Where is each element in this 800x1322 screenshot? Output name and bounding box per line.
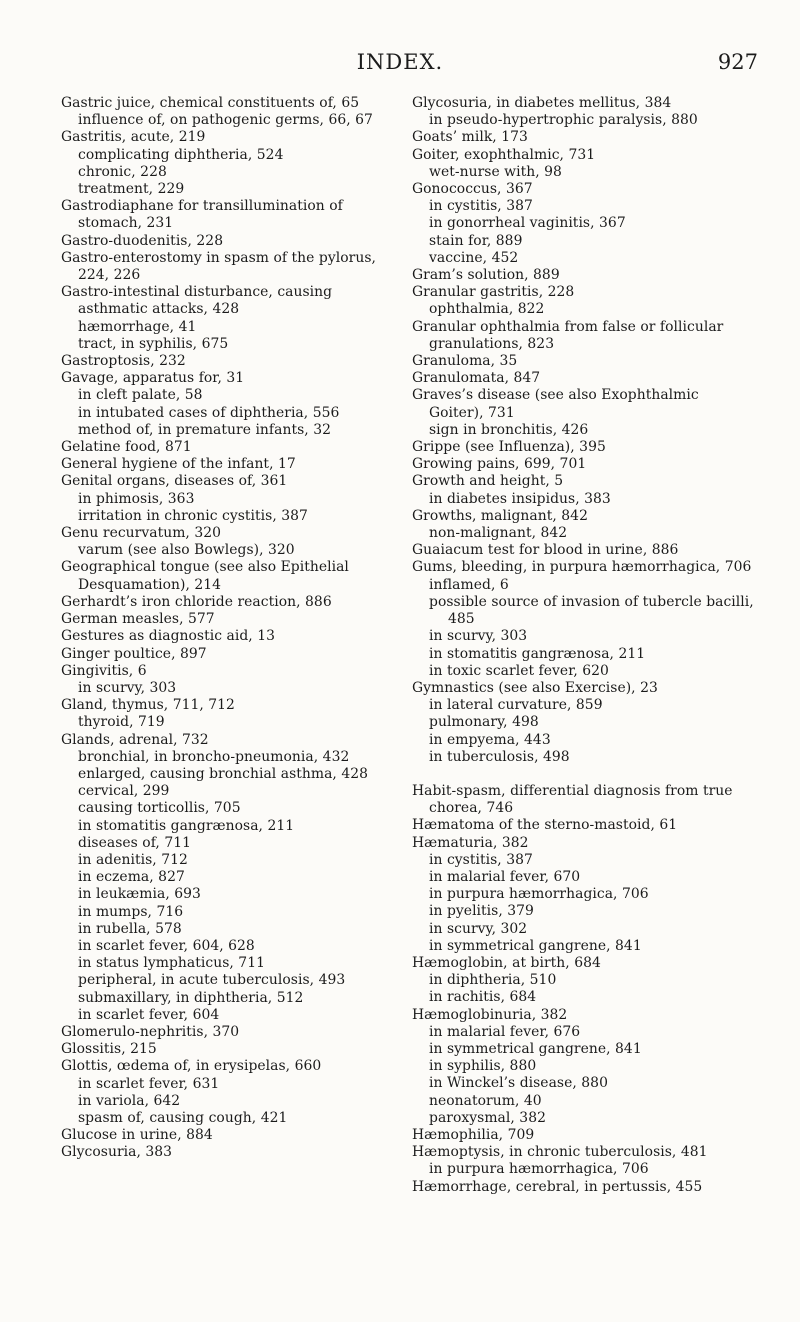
running-title: INDEX. <box>356 50 444 74</box>
index-subentry: wet-nurse with, 98 <box>429 163 562 180</box>
index-subentry: causing torticollis, 705 <box>78 800 241 817</box>
index-subentry: in toxic scarlet fever, 620 <box>429 662 609 679</box>
index-subentry: diseases of, 711 <box>78 834 192 851</box>
index-subentry: in pseudo-hypertrophic paralysis, 880 <box>429 112 698 129</box>
index-subentry: complicating diphtheria, 524 <box>78 146 284 163</box>
index-entry: Grippe (see Influenza), 395 <box>412 439 606 456</box>
page-number: 927 <box>717 50 758 74</box>
index-entry: Gerhardt’s iron chloride reaction, 886 <box>61 593 332 610</box>
index-entry: Granulomata, 847 <box>412 370 541 387</box>
index-subentry: in cystitis, 387 <box>429 198 533 215</box>
index-column-right <box>412 95 757 1196</box>
index-entry: Gastric juice, chemical constituents of, 65 <box>61 95 360 111</box>
index-subentry: tract, in syphilis, 675 <box>78 335 229 352</box>
index-entry: Hæmoglobinuria, 382 <box>412 1006 568 1023</box>
index-entry: Granular gastritis, 228 <box>412 284 575 301</box>
index-subentry: ophthalmia, 822 <box>429 301 545 318</box>
index-entry: Hæmaturia, 382 <box>412 834 529 851</box>
index-entry: German measles, 577 <box>61 611 215 628</box>
index-entry: Geographical tongue (see also Epithelial Desquamation), 214 <box>61 559 349 593</box>
index-subentry: in rubella, 578 <box>78 920 182 937</box>
index-entry: Genu recurvatum, 320 <box>61 525 222 542</box>
index-subentry: chronic, 228 <box>78 163 167 180</box>
index-entry: Gastro-intestinal disturbance, causing asthmatic attacks, 428 <box>61 284 333 318</box>
index-entry: Gestures as diagnostic aid, 13 <box>61 628 275 645</box>
index-subentry: hæmorrhage, 41 <box>78 318 197 335</box>
index-entry: Growth and height, 5 <box>412 473 564 490</box>
index-subentry: in rachitis, 684 <box>429 989 537 1006</box>
index-subentry: in diphtheria, 510 <box>429 972 557 989</box>
page-header <box>0 50 800 82</box>
index-subentry: inflamed, 6 <box>429 576 509 593</box>
index-entry: Genital organs, diseases of, 361 <box>61 473 288 490</box>
index-entry: Gastrodiaphane for transillumination of stomach, 231 <box>61 198 343 232</box>
index-subentry: in adenitis, 712 <box>78 851 188 868</box>
index-subentry: in malarial fever, 676 <box>429 1023 581 1040</box>
index-subentry: in purpura hæmorrhagica, 706 <box>429 1161 649 1178</box>
index-subentry: influence of, on pathogenic germs, 66, 67 <box>78 112 373 129</box>
index-subentry: in pyelitis, 379 <box>429 903 534 920</box>
index-subentry: in symmetrical gangrene, 841 <box>429 937 642 954</box>
index-entry: Guaiacum test for blood in urine, 886 <box>412 542 679 559</box>
index-entry: Hæmoptysis, in chronic tuberculosis, 481 <box>412 1144 708 1161</box>
index-subentry: in stomatitis gangrænosa, 211 <box>429 645 646 662</box>
index-subentry: in cystitis, 387 <box>429 851 533 868</box>
index-subentry: peripheral, in acute tuberculosis, 493 <box>78 972 346 989</box>
index-subentry: pulmonary, 498 <box>429 714 539 731</box>
index-subentry: in empyema, 443 <box>429 731 551 748</box>
index-subentry: thyroid, 719 <box>78 714 165 731</box>
index-entry: Gums, bleeding, in purpura hæmorrhagica, 706 <box>412 559 752 576</box>
index-subentry: in scurvy, 303 <box>429 628 528 645</box>
index-entry: Gastroptosis, 232 <box>61 353 186 370</box>
index-entry: Glands, adrenal, 732 <box>61 731 209 748</box>
index-subentry: in purpura hæmorrhagica, 706 <box>429 886 649 903</box>
index-subentry: in scurvy, 302 <box>429 920 528 937</box>
index-subentry: in scarlet fever, 631 <box>78 1075 220 1092</box>
index-entry: Glycosuria, in diabetes mellitus, 384 <box>412 95 672 111</box>
index-entry: Goiter, exophthalmic, 731 <box>412 146 596 163</box>
index-entry: Graves’s disease (see also Exophthalmic Goiter), 731 <box>412 387 699 421</box>
index-entry: Hæmoglobin, at birth, 684 <box>412 954 601 971</box>
index-column-left <box>61 95 406 1162</box>
index-entry: Gram’s solution, 889 <box>412 267 560 284</box>
index-subentry: in scarlet fever, 604, 628 <box>78 937 255 954</box>
index-subentry: in malarial fever, 670 <box>429 868 581 885</box>
index-entry: Gymnastics (see also Exercise), 23 <box>412 679 658 696</box>
index-subentry: method of, in premature infants, 32 <box>78 421 331 438</box>
index-subentry: in diabetes insipidus, 383 <box>429 490 611 507</box>
index-subentry: spasm of, causing cough, 421 <box>78 1109 288 1126</box>
index-subentry: in tuberculosis, 498 <box>429 748 570 765</box>
index-subentry: possible source of invasion of tubercle bacilli, 485 <box>429 593 754 628</box>
index-subentry: neonatorum, 40 <box>429 1092 542 1109</box>
index-subentry: in lateral curvature, 859 <box>429 697 603 714</box>
index-entry: Growths, malignant, 842 <box>412 507 588 524</box>
index-entry: Gelatine food, 871 <box>61 439 192 456</box>
index-entry: Gastro-enterostomy in spasm of the pylorus, 224, 226 <box>61 249 376 284</box>
index-subentry: in status lymphaticus, 711 <box>78 955 265 972</box>
index-subentry: in scarlet fever, 604 <box>78 1006 220 1023</box>
index-subentry: stain for, 889 <box>429 232 523 249</box>
index-entry: Glossitis, 215 <box>61 1041 157 1058</box>
index-entry: Growing pains, 699, 701 <box>412 456 587 473</box>
index-entry: Gland, thymus, 711, 712 <box>61 697 235 714</box>
index-subentry: varum (see also Bowlegs), 320 <box>78 542 295 559</box>
index-subentry: in intubated cases of diphtheria, 556 <box>78 404 340 421</box>
index-subentry: paroxysmal, 382 <box>429 1109 546 1126</box>
index-subentry: in leukæmia, 693 <box>78 886 201 903</box>
index-entry: Glottis, œdema of, in erysipelas, 660 <box>61 1058 322 1075</box>
index-entry: Glycosuria, 383 <box>61 1144 173 1161</box>
index-subentry: cervical, 299 <box>78 783 170 800</box>
index-subentry: in eczema, 827 <box>78 869 185 886</box>
index-entry: Glomerulo-nephritis, 370 <box>61 1023 240 1040</box>
index-subentry: in symmetrical gangrene, 841 <box>429 1040 642 1057</box>
index-entry: Gavage, apparatus for, 31 <box>61 370 245 387</box>
index-subentry: in Winckel’s disease, 880 <box>429 1075 608 1092</box>
index-entry: Hæmorrhage, cerebral, in pertussis, 455 <box>412 1178 703 1195</box>
index-subentry: submaxillary, in diphtheria, 512 <box>78 989 304 1006</box>
index-entry: Ginger poultice, 897 <box>61 645 207 662</box>
index-entry: Granuloma, 35 <box>412 353 518 370</box>
index-entry: Gonococcus, 367 <box>412 181 533 198</box>
index-subentry: sign in bronchitis, 426 <box>429 421 589 438</box>
index-entry: Hæmatoma of the sterno-mastoid, 61 <box>412 817 678 834</box>
index-subentry: irritation in chronic cystitis, 387 <box>78 507 308 524</box>
index-subentry: enlarged, causing bronchial asthma, 428 <box>78 765 369 782</box>
index-subentry: treatment, 229 <box>78 181 185 198</box>
index-subentry: in mumps, 716 <box>78 903 184 920</box>
index-entry: Goats’ milk, 173 <box>412 129 528 146</box>
index-entry: Glucose in urine, 884 <box>61 1127 213 1144</box>
index-subentry: in gonorrheal vaginitis, 367 <box>429 215 626 232</box>
index-subentry: vaccine, 452 <box>429 249 519 266</box>
index-subentry: in cleft palate, 58 <box>78 387 203 404</box>
index-entry: Granular ophthalmia from false or follicular granulations, 823 <box>412 318 724 352</box>
index-subentry: in stomatitis gangrænosa, 211 <box>78 817 295 834</box>
index-entry: Habit-spasm, differential diagnosis from true chorea, 746 <box>412 782 733 817</box>
index-entry: Hæmophilia, 709 <box>412 1126 535 1143</box>
index-entry: General hygiene of the infant, 17 <box>61 456 296 473</box>
index-subentry: in syphilis, 880 <box>429 1058 537 1075</box>
index-entry: Gastritis, acute, 219 <box>61 129 206 146</box>
index-subentry: in scurvy, 303 <box>78 679 177 696</box>
index-entry: Gingivitis, 6 <box>61 662 147 679</box>
index-subentry: non-malignant, 842 <box>429 525 568 542</box>
index-entry: Gastro-duodenitis, 228 <box>61 232 224 249</box>
index-subentry: in phimosis, 363 <box>78 490 195 507</box>
index-subentry: bronchial, in broncho-pneumonia, 432 <box>78 748 350 765</box>
index-subentry: in variola, 642 <box>78 1092 181 1109</box>
